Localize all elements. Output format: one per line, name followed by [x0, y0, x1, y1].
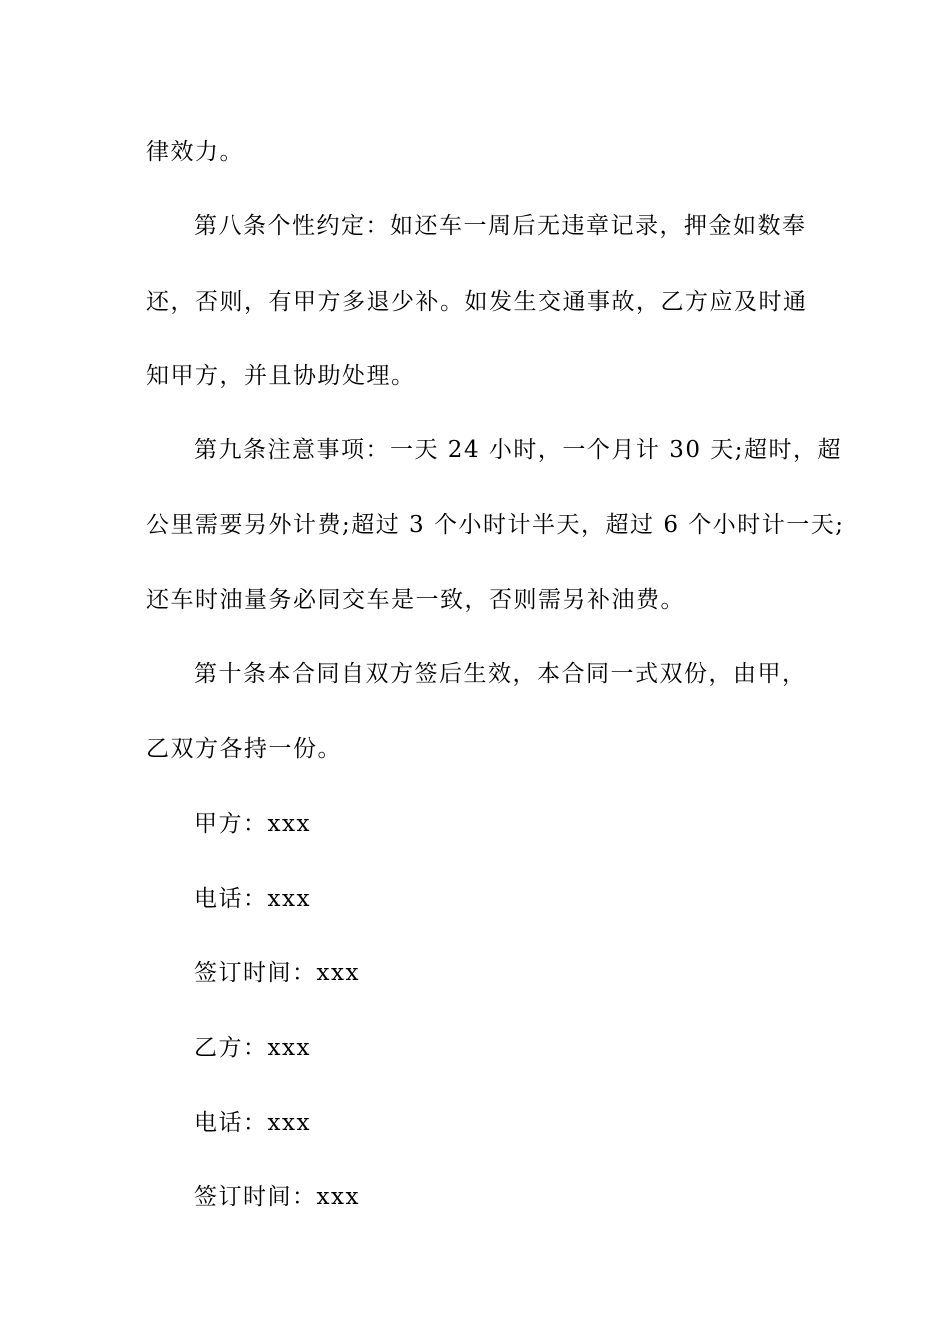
party-b-label: 乙方：xxx [194, 1035, 311, 1061]
party-b-phone: 电话：xxx [194, 1110, 311, 1136]
clause-9-line: 还车时油量务必同交车是一致，否则需另补油费。 [146, 587, 685, 613]
party-a-sign-date: 签订时间：xxx [194, 960, 360, 986]
clause-8-line: 知甲方，并且协助处理。 [146, 363, 416, 389]
clause-10-line: 第十条本合同自双方签后生效，本合同一式双份，由甲， [194, 661, 807, 687]
clause-9-line: 公里需要另外计费;超过 3 个小时计半天，超过 6 个小时计一天; [146, 512, 845, 538]
clause-10-line: 乙双方各持一份。 [146, 736, 342, 762]
clause-8-line: 还，否则，有甲方多退少补。如发生交通事故，乙方应及时通 [146, 289, 808, 315]
paragraph-line: 律效力。 [146, 139, 244, 165]
party-a-label: 甲方：xxx [194, 811, 311, 837]
party-b-sign-date: 签订时间：xxx [194, 1184, 360, 1210]
clause-9-line: 第九条注意事项：一天 24 小时，一个月计 30 天;超时，超 [194, 437, 843, 463]
party-a-phone: 电话：xxx [194, 886, 311, 912]
clause-8-line: 第八条个性约定：如还车一周后无违章记录，押金如数奉 [194, 213, 807, 239]
